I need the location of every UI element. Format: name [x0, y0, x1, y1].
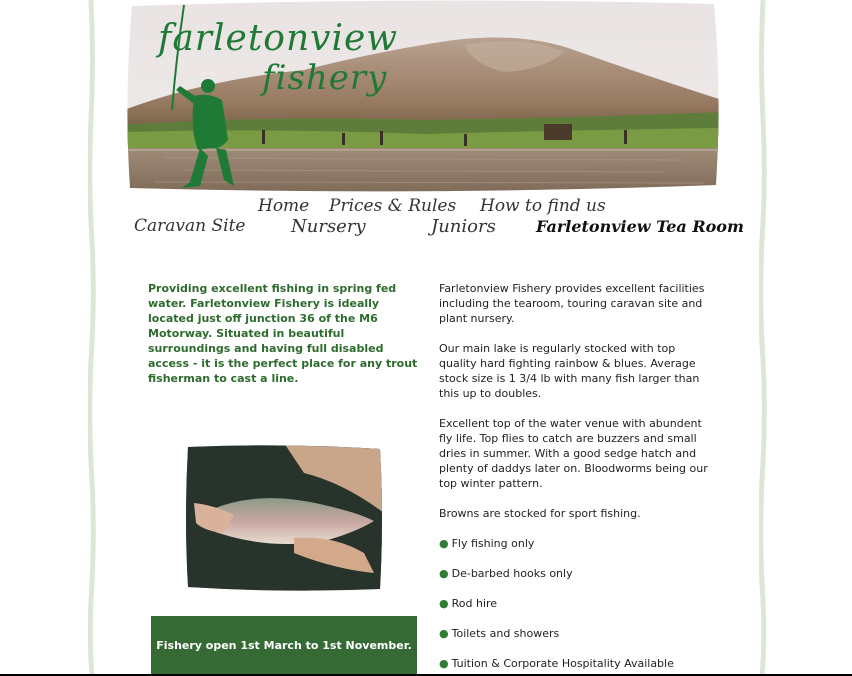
list-item: ● Fly fishing only [439, 537, 535, 550]
nav-tea-room-link[interactable]: Farletonview Tea Room [536, 217, 744, 236]
bullet-icon: ● [439, 657, 449, 670]
nav-how-to-find-us-link[interactable]: How to find us [480, 196, 606, 216]
bullet-icon: ● [439, 537, 449, 550]
bullet-icon: ● [439, 597, 449, 610]
nav-juniors-link[interactable]: Juniors [431, 216, 496, 237]
nav-caravan-site-link[interactable]: Caravan Site [134, 216, 246, 236]
paragraph-facilities: Farletonview Fishery provides excellent facilities including the tearoom, touring caravan site and plant nursery. [439, 282, 705, 325]
bullet-icon: ● [439, 567, 449, 580]
trout-photo [184, 443, 384, 593]
left-border-decoration [88, 0, 96, 676]
logo-wordmark-line2: fishery [262, 58, 388, 98]
list-item: ● Tuition & Corporate Hospitality Available [439, 657, 674, 670]
features-list [439, 536, 711, 671]
logo-wordmark-line1: farletonview [158, 18, 399, 59]
paragraph-stocking: Our main lake is regularly stocked with top quality hard fighting rainbow & blues. Average stock size is 1 3/4 lb with many fish larger than this up to doubles. [439, 342, 700, 400]
nav-home-link[interactable]: Home [258, 196, 310, 216]
nav-prices-rules-link[interactable]: Prices & Rules [329, 196, 457, 216]
bullet-icon: ● [439, 627, 449, 640]
right-border-decoration [759, 0, 767, 676]
season-notice-box: Fishery open 1st March to 1st November. [151, 616, 417, 674]
paragraph-browns: Browns are stocked for sport fishing. [439, 507, 641, 520]
list-item: ● Toilets and showers [439, 627, 560, 640]
list-item: ● Rod hire [439, 597, 498, 610]
intro-text: Providing excellent fishing in spring fed water. Farletonview Fishery is ideally located just off junction 36 of the M6 Motorway. Situated in beautiful surroundings and having full disabled access - it is the perfect place for any trout fisherman to cast a line. [148, 282, 418, 385]
paragraph-flies: Excellent top of the water venue with abundent fly life. Top flies to catch are buzzers and small dries in summer. With a good sedge hatch and plenty of daddys later on. Bloodworms being our top winter pattern. [439, 417, 708, 490]
facilities-column [439, 281, 711, 676]
nav-nursery-link[interactable]: Nursery [291, 216, 366, 237]
list-item: ● De-barbed hooks only [439, 567, 573, 580]
